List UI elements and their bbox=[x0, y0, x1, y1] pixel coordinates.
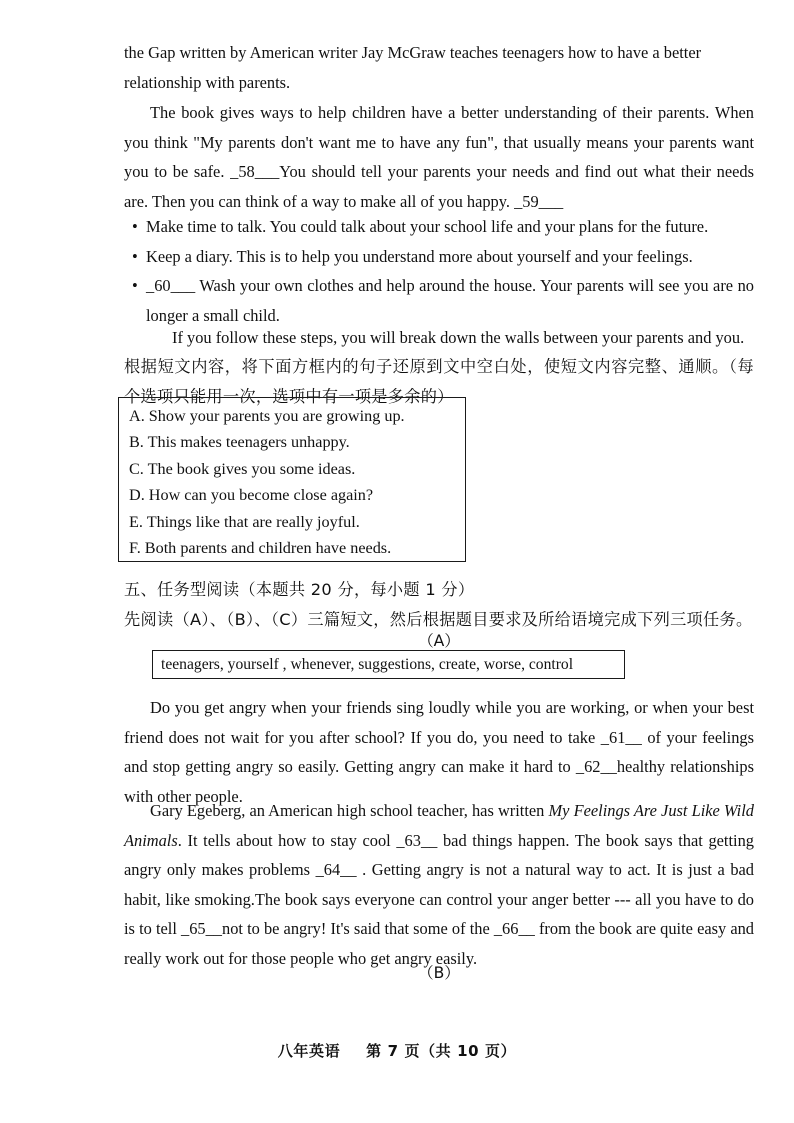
passage-p2-text-2: You should tell your parents your needs and find out what their needs are. Then you can think of a way to make all of you happy. bbox=[124, 162, 754, 211]
section-five-heading bbox=[124, 575, 754, 605]
blank-64: _64__ bbox=[315, 860, 357, 880]
passage-p2-text-1: The book gives ways to help children have a better understanding of their parents. When you think "My parents don't want me to have any fun", that usually means your parents want you to be safe. bbox=[124, 103, 754, 182]
passage-line-2: relationship with parents. bbox=[124, 73, 291, 92]
bullet-text-2: Keep a diary. This is to help you understand more about yourself and your feelings. bbox=[146, 246, 693, 266]
footer-page-mid: 页（共 bbox=[404, 1042, 452, 1060]
option-d[interactable]: D. How can you become close again? bbox=[129, 486, 374, 505]
blank-65: _65__ bbox=[181, 919, 222, 939]
passage-top-line2 bbox=[124, 68, 754, 98]
list-item bbox=[124, 242, 754, 272]
section-a-label-text: （A） bbox=[418, 632, 460, 650]
a-p2-text-4: . Getting angry is not a natural way to act. It is just a bad habit, like smoking.The book says everyone can control your anger better --- all you have to do is to tell bbox=[124, 860, 754, 939]
section-five-title: 五、任务型阅读（本题共 20 分，每小题 1 分） bbox=[124, 580, 475, 599]
a-p1-text-3: healthy relationships with other people. bbox=[124, 757, 754, 806]
a-p2-text-3: bad things happen. The book says that getting angry only makes problems bbox=[124, 830, 754, 880]
word-bank-text: teenagers, yourself , whenever, suggestions, create, worse, control bbox=[161, 655, 574, 673]
footer-subject: 八年英语 bbox=[277, 1042, 341, 1060]
blank-58: _58___ bbox=[230, 162, 280, 182]
blank-59: _59___ bbox=[514, 191, 564, 211]
passage-top-line1 bbox=[124, 38, 754, 68]
option-e[interactable]: E. Things like that are really joyful. bbox=[129, 512, 360, 531]
passage-paragraph-2 bbox=[124, 98, 754, 216]
section-five-subtitle: 先阅读（A）、（B）、（C）三篇短文，然后根据题目要求及所给语境完成下列三项任务。 bbox=[124, 610, 753, 629]
a-p2-text-2: . It tells about how to stay cool bbox=[177, 830, 397, 850]
a-p2-text-1: Gary Egeberg, an American high school teacher, has written bbox=[150, 801, 549, 820]
instruction-text: 根据短文内容，将下面方框内的句子还原到文中空白处，使短文内容完整、通顺。（每个选项只能用一次，选项中有一项是多余的） bbox=[124, 357, 754, 406]
a-p2-text-6: from the book are quite easy and really work out for those people who get angry easily. bbox=[124, 919, 754, 968]
passage-line-1: the Gap written by American writer Jay McGraw teaches teenagers how to have a better bbox=[124, 43, 702, 62]
list-item bbox=[124, 212, 754, 242]
section-b-label bbox=[124, 961, 754, 983]
bullet-dot-icon: • bbox=[132, 276, 138, 296]
blank-61: _61__ bbox=[600, 727, 642, 747]
option-c[interactable]: C. The book gives you some ideas. bbox=[129, 459, 356, 478]
blank-66: _66__ bbox=[493, 919, 535, 939]
a-p1-text-2: of your feelings and stop getting angry so easily. Getting angry can make it hard to bbox=[124, 727, 754, 777]
a-p2-text-5: not to be angry! It's said that some of the bbox=[222, 919, 494, 939]
blank-60: _60___ bbox=[146, 276, 196, 296]
footer-page-suffix: 页） bbox=[485, 1042, 517, 1060]
section-a-paragraph-2 bbox=[124, 796, 754, 974]
passage-closing-line bbox=[124, 323, 754, 353]
bullet-text-1: Make time to talk. You could talk about your school life and your plans for the future. bbox=[146, 217, 709, 236]
footer-page-number: 7 bbox=[387, 1042, 399, 1060]
a-p1-text-1: Do you get angry when your friends sing loudly while you are working, or when your best friend does not wait for you after school? If you do, you need to take bbox=[124, 698, 754, 747]
word-bank-box bbox=[152, 650, 625, 679]
closing-text: If you follow these steps, you will break down the walls between your parents and you. bbox=[172, 328, 745, 347]
section-a-label bbox=[124, 629, 754, 651]
option-f[interactable]: F. Both parents and children have needs. bbox=[129, 539, 392, 558]
list-item bbox=[124, 271, 754, 330]
footer-page-prefix: 第 bbox=[366, 1042, 382, 1060]
page-footer bbox=[0, 1040, 794, 1061]
blank-63: _63__ bbox=[396, 830, 438, 850]
options-box bbox=[118, 397, 466, 562]
tips-bullet-list bbox=[124, 212, 754, 330]
bullet-dot-icon: • bbox=[132, 246, 138, 266]
option-a[interactable]: A. Show your parents you are growing up. bbox=[129, 407, 405, 425]
bullet-text-3: Wash your own clothes and help around the house. Your parents will see you are no longer a small child. bbox=[146, 276, 754, 325]
blank-62: _62__ bbox=[575, 757, 617, 777]
option-b[interactable]: B. This makes teenagers unhappy. bbox=[129, 433, 350, 452]
footer-total-pages: 10 bbox=[457, 1042, 480, 1060]
book-title-italic: My Feelings Are Just Like Wild Animals bbox=[124, 801, 754, 850]
bullet-dot-icon: • bbox=[132, 217, 138, 236]
section-a-paragraph-1 bbox=[124, 693, 754, 811]
section-b-label-text: （B） bbox=[418, 964, 460, 982]
